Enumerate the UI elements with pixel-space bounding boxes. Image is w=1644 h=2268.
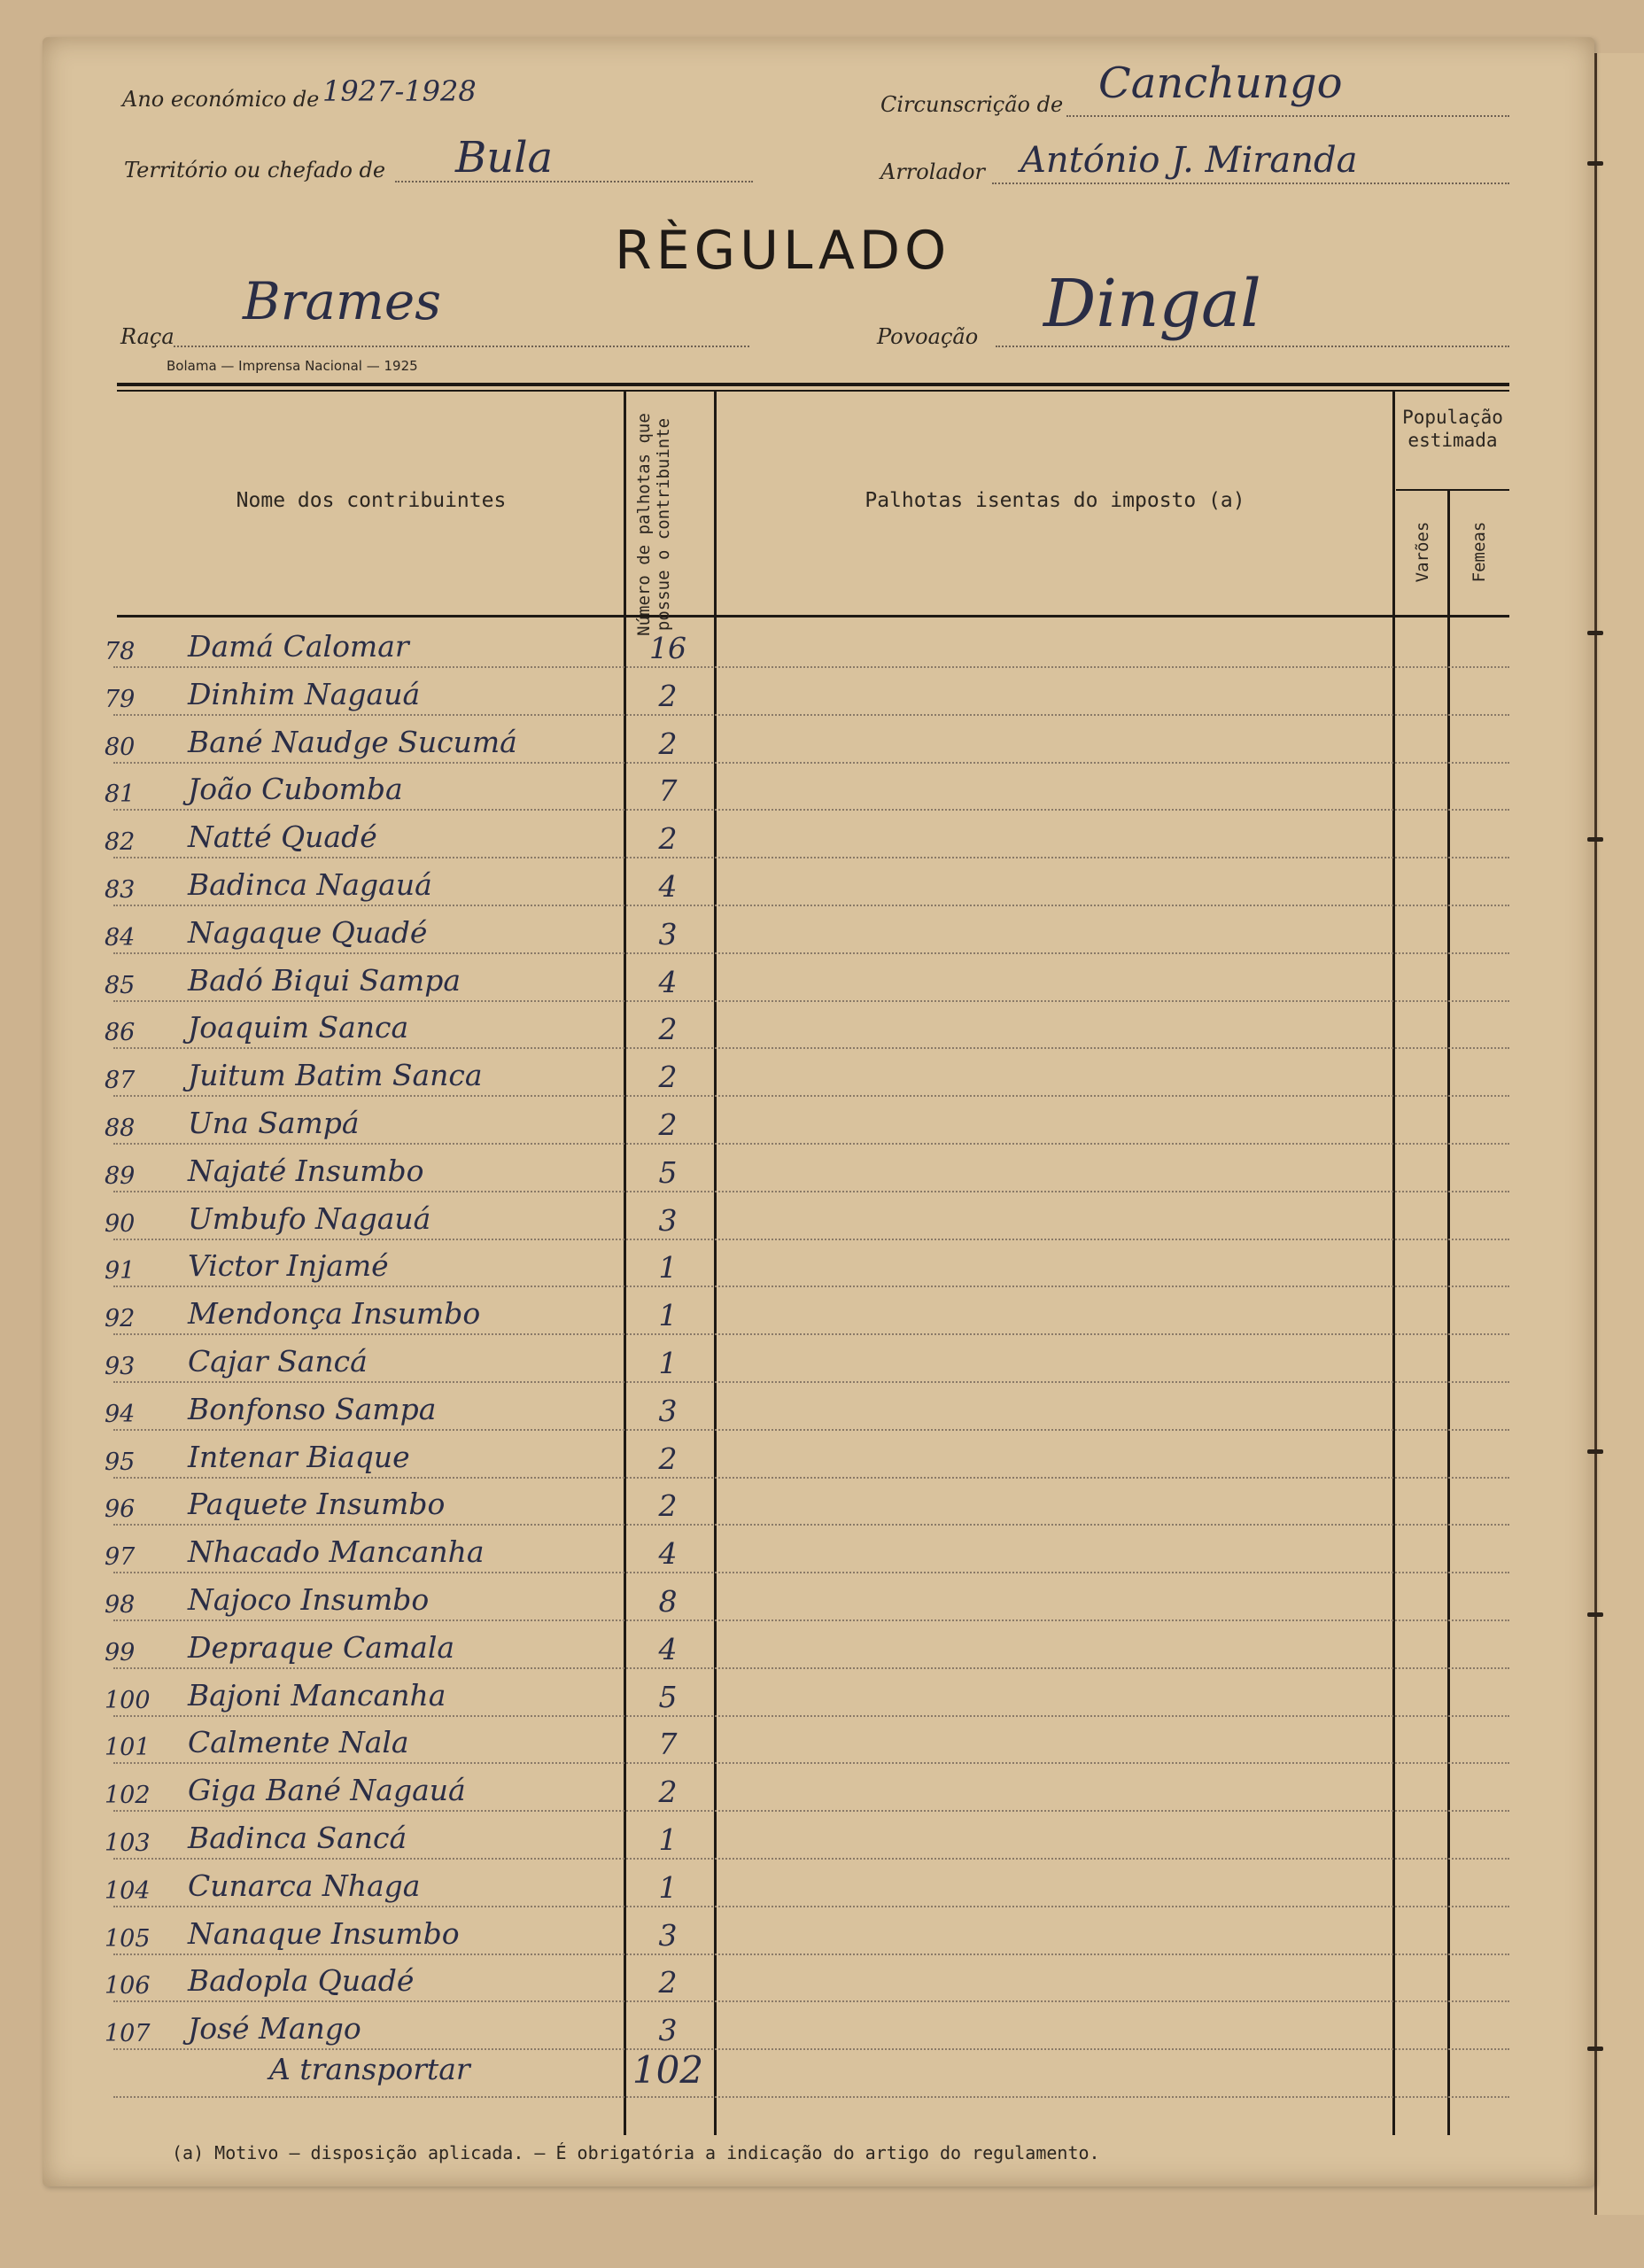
palhotas-count: 2 [658, 1107, 678, 1142]
palhotas-count: 3 [658, 916, 678, 951]
row-number: 102 [105, 1782, 151, 1810]
row-dotted-rule [113, 1143, 1509, 1145]
row-number: 92 [105, 1305, 136, 1333]
header-bottom-rule [117, 615, 1509, 617]
palhotas-count: 1 [658, 1869, 678, 1905]
col-head-populacao: População estimada [1402, 407, 1503, 451]
contribuinte-name: Badopla Quadé [188, 1963, 415, 1999]
contribuinte-name: Mendonça Insumbo [188, 1296, 481, 1332]
row-number: 96 [105, 1495, 136, 1524]
row-number: 80 [105, 733, 136, 761]
palhotas-count: 1 [658, 1822, 678, 1857]
row-number: 89 [105, 1161, 136, 1190]
palhotas-count: 2 [658, 821, 678, 857]
palhotas-count: 3 [658, 2013, 678, 2048]
contribuinte-name: Dinhim Nagauá [188, 676, 421, 711]
row-number: 106 [105, 1972, 151, 2000]
row-number: 88 [105, 1115, 136, 1142]
row-number: 99 [105, 1638, 136, 1666]
row-dotted-rule [113, 1858, 1509, 1860]
palhotas-count: 2 [658, 678, 678, 713]
row-dotted-rule [113, 2048, 1509, 2050]
imprint: Bolama — Imprensa Nacional — 1925 [167, 358, 418, 374]
row-dotted-rule [113, 1906, 1509, 1907]
palhotas-count: 4 [658, 964, 678, 999]
palhotas-count: 8 [658, 1584, 678, 1619]
row-number: 83 [105, 876, 136, 904]
circunscricao-value: Canchungo [1098, 58, 1343, 108]
contribuinte-name: Bané Naudge Sucumá [188, 724, 517, 759]
col-head-numero: Número de palhotas que possue o contribuinte [634, 413, 673, 636]
contribuinte-name: Cajar Sancá [188, 1344, 368, 1379]
circunscricao-label: Circunscrição de [880, 92, 1064, 117]
contribuinte-name: Bajoni Mancanha [188, 1677, 446, 1713]
binding-stitch [1587, 837, 1603, 842]
facing-page-edge [1594, 53, 1644, 2215]
row-dotted-rule [113, 2096, 1509, 2098]
palhotas-count: 16 [649, 631, 686, 665]
page-title: RÈGULADO [615, 220, 951, 282]
arrolador-dots [992, 183, 1509, 184]
arrolador-value: António J. Miranda [1020, 140, 1358, 181]
row-number: 94 [105, 1400, 136, 1428]
povoacao-value: Dingal [1043, 266, 1261, 342]
contribuinte-name: Paquete Insumbo [188, 1487, 446, 1522]
col-head-varoes: Varões [1413, 521, 1432, 583]
total-label: A transportar [269, 2052, 470, 2086]
row-number: 98 [105, 1591, 136, 1619]
territorio-dots [395, 181, 753, 183]
row-number: 84 [105, 923, 136, 951]
row-dotted-rule [113, 1429, 1509, 1431]
contribuinte-name: Damá Calomar [188, 629, 409, 664]
row-number: 78 [105, 638, 136, 665]
palhotas-count: 5 [658, 1154, 678, 1190]
row-number: 81 [105, 781, 136, 809]
row-dotted-rule [113, 1239, 1509, 1240]
palhotas-count: 1 [658, 1250, 678, 1285]
binding-stitch [1587, 1449, 1603, 1454]
row-dotted-rule [113, 1619, 1509, 1621]
row-dotted-rule [113, 905, 1509, 906]
contribuinte-name: Badinca Nagauá [188, 867, 432, 902]
row-number: 85 [105, 971, 136, 999]
contribuinte-name: Giga Bané Nagauá [188, 1773, 466, 1808]
row-number: 93 [105, 1353, 136, 1380]
row-dotted-rule [113, 1477, 1509, 1479]
palhotas-count: 7 [658, 773, 678, 809]
contribuinte-name: Depraque Camala [188, 1629, 455, 1665]
row-dotted-rule [113, 666, 1509, 668]
row-number: 86 [105, 1019, 136, 1047]
col-head-nome: Nome dos contribuintes [236, 489, 507, 512]
total-value: 102 [632, 2048, 704, 2092]
contribuinte-name: Calmente Nala [188, 1725, 409, 1760]
povoacao-dots [996, 346, 1509, 347]
contribuinte-name: José Mango [188, 2011, 361, 2047]
row-dotted-rule [113, 714, 1509, 716]
ano-label: Ano económico de [122, 87, 320, 112]
territorio-value: Bula [455, 133, 554, 183]
contribuinte-name: Badó Biqui Sampa [188, 962, 461, 998]
contribuinte-name: Nanaque Insumbo [188, 1915, 460, 1951]
palhotas-count: 2 [658, 1012, 678, 1047]
contribuinte-name: Bonfonso Sampa [188, 1391, 437, 1426]
row-dotted-rule [113, 1095, 1509, 1097]
palhotas-count: 4 [658, 1631, 678, 1666]
contribuinte-name: Intenar Biaque [188, 1439, 410, 1474]
row-number: 95 [105, 1448, 136, 1476]
contribuinte-name: João Cubomba [188, 772, 403, 807]
row-dotted-rule [113, 1191, 1509, 1192]
contribuinte-name: Joaquim Sanca [188, 1010, 409, 1045]
col-divider-varoes [1447, 489, 1450, 2135]
contribuinte-name: Najaté Insumbo [188, 1153, 424, 1188]
row-number: 104 [105, 1876, 151, 1905]
binding-stitch [1587, 161, 1603, 166]
povoacao-label: Povoação [877, 324, 979, 349]
row-dotted-rule [113, 1047, 1509, 1049]
row-number: 90 [105, 1209, 136, 1238]
contribuinte-name: Victor Injamé [188, 1248, 389, 1284]
row-dotted-rule [113, 1285, 1509, 1287]
row-number: 105 [105, 1924, 151, 1953]
raca-dots [174, 346, 749, 347]
palhotas-count: 3 [658, 1393, 678, 1428]
contribuinte-name: Cunarca Nhaga [188, 1868, 421, 1903]
palhotas-count: 2 [658, 1060, 678, 1095]
row-number: 101 [105, 1734, 151, 1762]
contribuinte-name: Nhacado Mancanha [188, 1534, 485, 1570]
row-dotted-rule [113, 952, 1509, 954]
row-dotted-rule [113, 2000, 1509, 2002]
table-top-rule [117, 383, 1509, 386]
contribuinte-name: Juitum Batim Sanca [188, 1058, 483, 1093]
row-number: 103 [105, 1829, 151, 1857]
territorio-label: Território ou chefado de [124, 158, 386, 183]
palhotas-count: 2 [658, 1775, 678, 1810]
row-number: 79 [105, 685, 136, 713]
row-dotted-rule [113, 1762, 1509, 1764]
palhotas-count: 3 [658, 1202, 678, 1238]
palhotas-count: 7 [658, 1727, 678, 1762]
footnote: (a) Motivo — disposição aplicada. — É obrigatória a indicação do artigo do regulamento. [172, 2142, 1100, 2163]
binding-stitch [1587, 1612, 1603, 1617]
contribuinte-name: Nagaque Quadé [188, 914, 428, 950]
col-divider-count [714, 390, 717, 2135]
populacao-rule [1396, 489, 1509, 491]
circunscricao-dots [1066, 115, 1509, 117]
row-number: 87 [105, 1067, 136, 1095]
row-dotted-rule [113, 1810, 1509, 1812]
palhotas-count: 2 [658, 1965, 678, 2000]
row-dotted-rule [113, 1572, 1509, 1573]
ano-value: 1927-1928 [322, 74, 477, 108]
row-dotted-rule [113, 1524, 1509, 1526]
row-dotted-rule [113, 1667, 1509, 1669]
row-number: 100 [105, 1686, 151, 1714]
col-head-femeas: Femeas [1470, 521, 1489, 583]
table-top-rule-thin [117, 390, 1509, 392]
palhotas-count: 4 [658, 1536, 678, 1572]
binding-stitch [1587, 631, 1603, 635]
row-number: 107 [105, 2020, 151, 2048]
raca-label: Raça [120, 324, 174, 349]
row-dotted-rule [113, 1381, 1509, 1383]
palhotas-count: 2 [658, 726, 678, 761]
palhotas-count: 5 [658, 1679, 678, 1714]
col-divider-isentas [1392, 390, 1395, 2135]
raca-value: Brames [243, 271, 442, 331]
palhotas-count: 1 [658, 1298, 678, 1333]
contribuinte-name: Una Sampá [188, 1106, 360, 1140]
row-dotted-rule [113, 1953, 1509, 1955]
row-dotted-rule [113, 1333, 1509, 1335]
row-number: 97 [105, 1543, 136, 1572]
row-dotted-rule [113, 857, 1509, 858]
contribuinte-name: Badinca Sancá [188, 1821, 407, 1855]
row-dotted-rule [113, 762, 1509, 764]
row-number: 82 [105, 828, 136, 857]
arrolador-label: Arrolador [880, 159, 985, 184]
row-dotted-rule [113, 1000, 1509, 1002]
col-head-isentas: Palhotas isentas do imposto (a) [865, 489, 1245, 512]
palhotas-count: 4 [658, 869, 678, 904]
palhotas-count: 2 [658, 1488, 678, 1524]
palhotas-count: 2 [658, 1441, 678, 1476]
row-number: 91 [105, 1257, 136, 1285]
contribuinte-name: Umbufo Nagauá [188, 1200, 431, 1236]
contribuinte-name: Najoco Insumbo [188, 1582, 430, 1617]
row-dotted-rule [113, 809, 1509, 811]
palhotas-count: 1 [658, 1346, 678, 1380]
binding-stitch [1587, 2047, 1603, 2051]
palhotas-count: 3 [658, 1917, 678, 1953]
contribuinte-name: Natté Quadé [188, 819, 377, 855]
row-dotted-rule [113, 1715, 1509, 1717]
